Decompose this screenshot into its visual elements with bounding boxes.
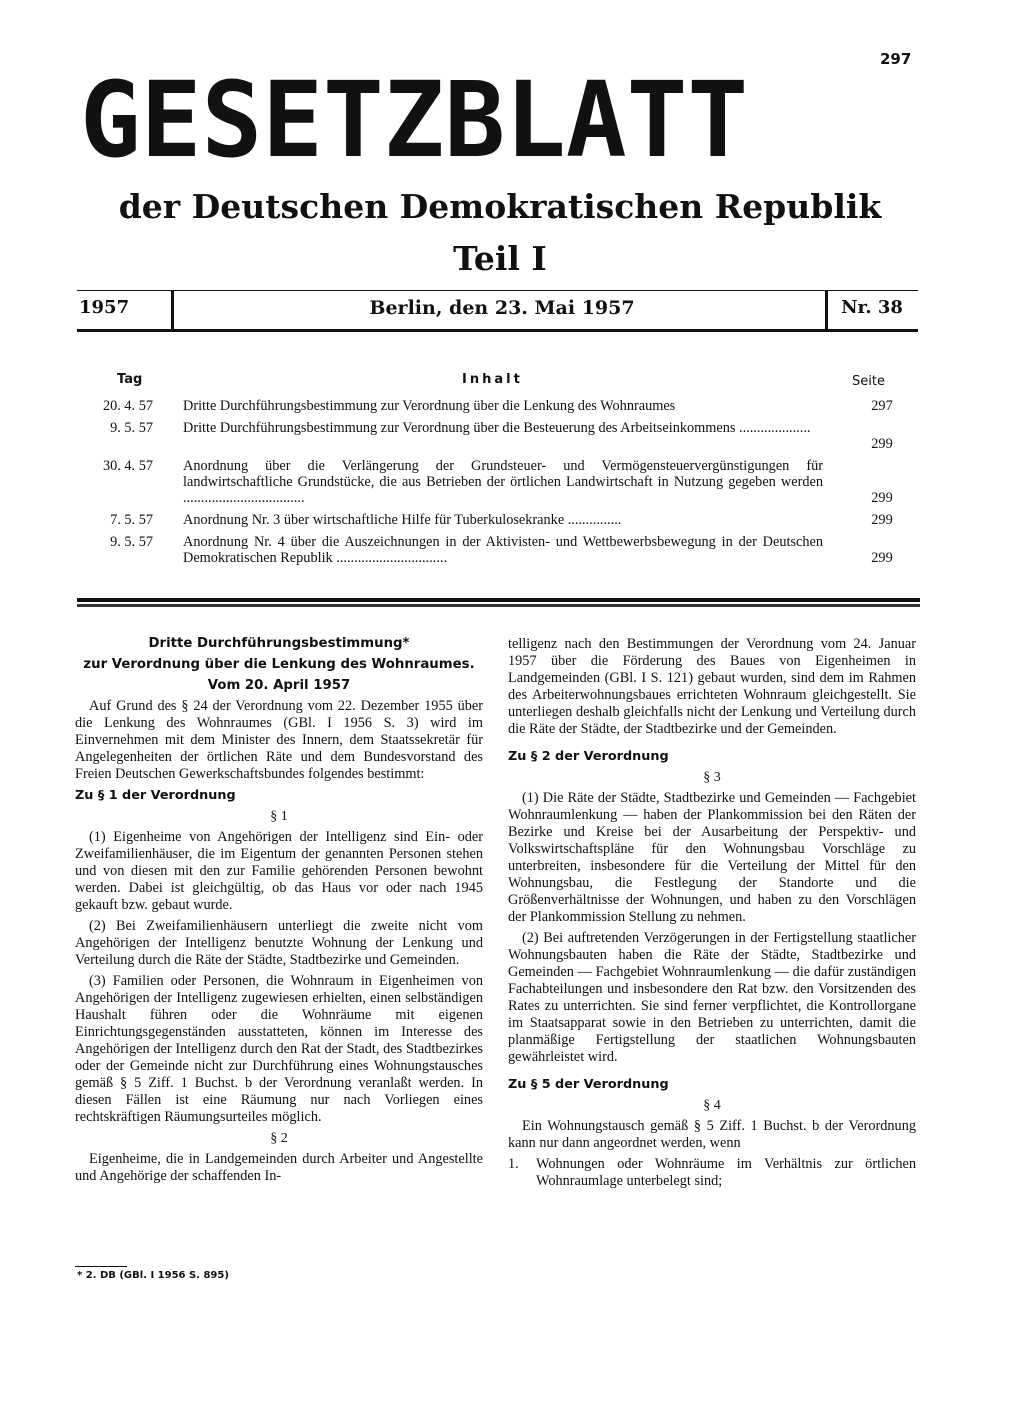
paragraph-number: § 1 [270, 809, 288, 824]
toc-entry-text: Anordnung Nr. 3 über wirtschaftliche Hilfe für Tuberkulosekranke ............... [183, 512, 622, 528]
section-heading: Zu § 5 der Verordnung [508, 1077, 669, 1092]
issue-divider-left [171, 291, 174, 329]
article-date: Vom 20. April 1957 [207, 678, 351, 693]
masthead-subtitle: der Deutschen Demokratischen Republik [118, 187, 882, 226]
paragraph-text: Eigenheime, die in Landgemeinden durch Arbeiter und Angestellte und Angehörige der schaffenden In- [75, 1151, 483, 1184]
toc-entry-date: 7. 5. 57 [110, 512, 153, 528]
article-title: Dritte Durchführungsbestimmung* [148, 636, 410, 651]
paragraph-number: § 4 [703, 1098, 721, 1113]
toc-entry-date: 9. 5. 57 [110, 534, 153, 550]
list-item [508, 1156, 916, 1190]
article-column-right [508, 636, 916, 1190]
toc-entry-page: 299 [871, 490, 893, 506]
section-heading: Zu § 1 der Verordnung [75, 788, 236, 803]
issue-year: 1957 [79, 297, 130, 318]
paragraph-number: § 2 [270, 1131, 288, 1146]
toc-entry-text: Anordnung über die Verlängerung der Grundsteuer- und Vermögensteuervergünstigungen für landwirtschaftliche Grundstücke, die aus Betrieben der örtlichen Landwirtschaft in Nutzung gegeben werden .................................. [183, 458, 823, 506]
paragraph-text: (1) Die Räte der Städte, Stadtbezirke und Gemeinden — Fachgebiet Wohnraumlenkung — haben der Plankommission bei den Räten der Bezirke und Kreise bei der Ausarbeitung der Perspektiv- und Volkswirtschaftspläne für den Wohnungsbau Vorschläge zu unterbreiten, insbesondere für die Verteilung der Mittel für den Wohnungsbau, die Festlegung der Standorte und die Größenverhältnisse der Wohnungen, und haben zu den Vorschlägen der Plankommission Stellung zu nehmen. [508, 790, 916, 925]
toc-entry-page: 297 [871, 398, 893, 414]
page-number: 297 [880, 50, 912, 68]
section-rule-thin [77, 604, 920, 607]
paragraph-text: Ein Wohnungstausch gemäß § 5 Ziff. 1 Buchst. b der Verordnung kann nur dann angeordnet werden, wenn [508, 1118, 916, 1151]
toc-entry-page: 299 [871, 550, 893, 566]
paragraph-text: (3) Familien oder Personen, die Wohnraum in Eigenheimen von Angehörigen der Intelligenz zugewiesen erhielten, einen selbständigen Haushalt führen oder die Wohnräume mit eigenen Einrichtungsgegenständen ausstatteten, können im Interesse des Angehörigen der Intelligenz durch den Rat der Stadt, des Stadtbezirkes oder der Gemeinde nicht zur Durchführung eines Wohnungstausches gemäß § 5 Ziff. 1 Buchst. b der Verordnung veranlaßt werden. In diesen Fällen ist eine Räumung nur nach Vorliegen eines rechtskräftigen Räumungsurteiles möglich. [75, 973, 483, 1125]
issue-number: Nr. 38 [841, 297, 903, 318]
paragraph-text: (2) Bei auftretenden Verzögerungen in der Fertigstellung staatlicher Wohnungsbauten haben die Räte der Städte, Stadtbezirke und Gemeinden — Fachgebiet Wohnraumlenkung — die dafür zuständigen Fachabteilungen und insbesondere den Rat bzw. den Vorsitzenden des Rates zu unterrichten. Sie sind ferner verpflichtet, die Kontrollorgane im Staatsapparat sowie in den Betrieben zu unterrichten, damit die planmäßige Fertigstellung der staatlichen Wohnungsbauten gewährleistet wird. [508, 930, 916, 1065]
toc-header-date: Tag [117, 372, 143, 387]
article-title-subline: zur Verordnung über die Lenkung des Wohnraumes. [83, 657, 475, 672]
toc-entry-date: 20. 4. 57 [102, 398, 153, 414]
paragraph-text: (2) Bei Zweifamilienhäusern unterliegt die zweite nicht vom Angehörigen der Intelligenz benutzte Wohnung der Lenkung und Verteilung durch die Räte der Städte, Stadtbezirke und Gemeinden. [75, 918, 483, 968]
section-rule-thick [77, 598, 920, 602]
toc-header-page: Seite [852, 374, 885, 389]
issue-place-date: Berlin, den 23. Mai 1957 [369, 297, 635, 319]
footnote: * 2. DB (GBl. I 1956 S. 895) [77, 1270, 229, 1281]
paragraph-text: (1) Eigenheime von Angehörigen der Intelligenz sind Ein- oder Zweifamilienhäuser, die im Eigentum der genannten Personen stehen und von diesen mit den zur Familie gehörenden Personen bewohnt werden. Dabei ist gleichgültig, ob das Haus vor oder nach 1945 gekauft bzw. gebaut wurde. [75, 829, 483, 913]
footnote-rule [75, 1266, 127, 1267]
toc-entry-page: 299 [871, 512, 893, 528]
list-item-number: 1. [508, 1156, 519, 1172]
masthead-title: GESETZBLATT [80, 59, 749, 181]
paragraph-text: telligenz nach den Bestimmungen der Verordnung vom 24. Januar 1957 über die Förderung des Baues von Eigenheimen in Landgemeinden (GBl. I S. 121) gebaut wurden, sind dem im Rahmen des Arbeiterwohnungsbaues errichteten Wohnraum gleichgestellt. Sie unterliegen deshalb gleichfalls nicht der Lenkung und Verteilung durch die Räte der Städte, der Stadtbezirke und der Gemeinden. [508, 636, 916, 737]
issue-bar [77, 290, 918, 332]
section-heading: Zu § 2 der Verordnung [508, 749, 669, 764]
issue-divider-right [825, 291, 828, 329]
article-preamble: Auf Grund des § 24 der Verordnung vom 22. Dezember 1955 über die Lenkung des Wohnraumes (GBl. I 1956 S. 3) wird im Einvernehmen mit dem Minister des Innern, dem Staatssekretär für Angelegenheiten der örtlichen Räte und dem Bundesvorstand des Freien Deutschen Gewerkschaftsbundes folgendes bestimmt: [75, 698, 483, 782]
paragraph-number: § 3 [703, 770, 721, 785]
toc-header-contents: Inhalt [462, 372, 523, 387]
list-item-text: Wohnungen oder Wohnräume im Verhältnis zur örtlichen Wohnraumlage unterbelegt sind; [536, 1156, 916, 1189]
toc-entry-page: 299 [871, 436, 893, 452]
toc-entry-date: 9. 5. 57 [110, 420, 153, 436]
toc-entry-text: Anordnung Nr. 4 über die Auszeichnungen in der Aktivisten- und Wettbewerbsbewegung in der Deutschen Demokratischen Republik ............................... [183, 534, 823, 566]
article-column-left [75, 635, 483, 1189]
masthead-part: Teil I [453, 239, 547, 278]
toc-entry-text: Dritte Durchführungsbestimmung zur Verordnung über die Lenkung des Wohnraumes [183, 398, 676, 414]
toc-entry-text: Dritte Durchführungsbestimmung zur Verordnung über die Besteuerung des Arbeitseinkommens .................... [183, 420, 811, 436]
toc-entry-date: 30. 4. 57 [102, 458, 153, 474]
